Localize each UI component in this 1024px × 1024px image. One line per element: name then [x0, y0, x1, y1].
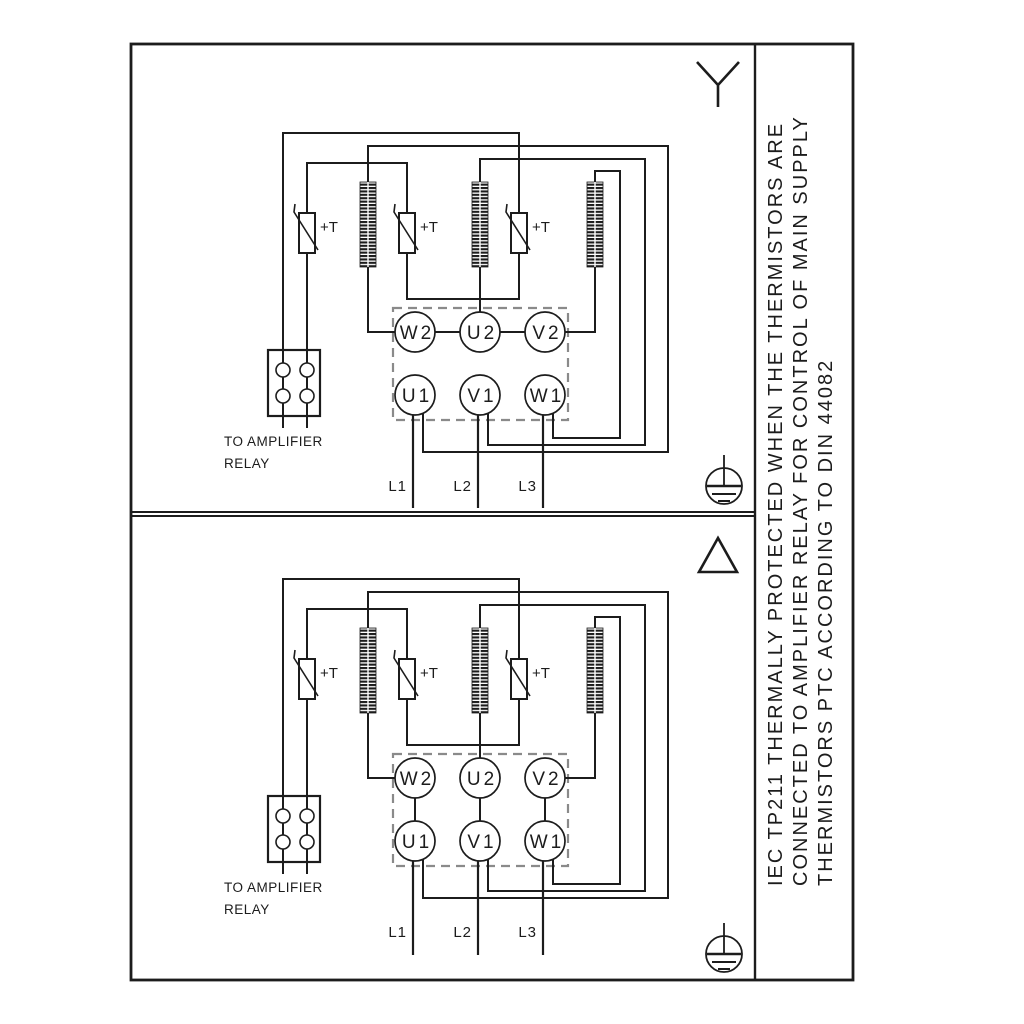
thermistor-label: +T: [320, 219, 338, 236]
terminal-row-top: [395, 312, 565, 352]
star-symbol-icon: [697, 62, 739, 107]
thermistor-label: +T: [320, 665, 338, 682]
supply-label-L2: L2: [453, 924, 472, 941]
supply-label-L1: L1: [388, 478, 407, 495]
terminal-V1: V1: [467, 386, 497, 407]
terminal-V2: V2: [532, 323, 562, 344]
relay-caption-line1: TO AMPLIFIER: [224, 434, 323, 449]
supply-label-L3: L3: [518, 924, 537, 941]
delta-symbol-icon: [699, 538, 737, 572]
side-note-line3: THERMISTORS PTC ACCORDING TO DIN 44082: [815, 358, 837, 886]
thermistor-label: +T: [420, 219, 438, 236]
terminal-W1: W1: [529, 386, 565, 407]
terminal-U1: U1: [401, 386, 433, 407]
motor-winding-1: [360, 628, 376, 713]
panel-star: [224, 62, 742, 508]
relay-caption-line1: TO AMPLIFIER: [224, 880, 323, 895]
side-note-line2: CONNECTED TO AMPLIFIER RELAY FOR CONTROL OF MAIN SUPPLY: [790, 115, 812, 886]
thermistor-label: +T: [532, 665, 550, 682]
side-note: [764, 74, 839, 886]
supply-label-L1: L1: [388, 924, 407, 941]
relay-terminal-block: [268, 348, 320, 428]
terminal-row-top: [395, 758, 565, 798]
panel-delta: [224, 538, 742, 972]
thermistor-label: +T: [420, 665, 438, 682]
terminal-V2: V2: [532, 769, 562, 790]
relay-caption-line2: RELAY: [224, 902, 270, 917]
motor-winding-3: [587, 628, 603, 713]
side-note-line1: IEC TP211 THERMALLY PROTECTED WHEN THE THERMISTORS ARE: [765, 121, 787, 886]
relay-caption-line2: RELAY: [224, 456, 270, 471]
supply-label-L2: L2: [453, 478, 472, 495]
terminal-W1: W1: [529, 832, 565, 853]
terminal-row-bottom: [395, 375, 565, 415]
ground-icon: [706, 923, 742, 972]
motor-winding-1: [360, 182, 376, 267]
relay-terminal-block: [268, 794, 320, 874]
terminal-U1: U1: [401, 832, 433, 853]
terminal-row-bottom: [395, 821, 565, 861]
delta-bridge-links: [415, 798, 545, 821]
terminal-W2: W2: [399, 323, 435, 344]
terminal-U2: U2: [466, 323, 498, 344]
terminal-W2: W2: [399, 769, 435, 790]
ground-icon: [706, 455, 742, 504]
terminal-U2: U2: [466, 769, 498, 790]
motor-winding-2: [472, 628, 488, 713]
supply-label-L3: L3: [518, 478, 537, 495]
thermistor-label: +T: [532, 219, 550, 236]
terminal-V1: V1: [467, 832, 497, 853]
motor-winding-2: [472, 182, 488, 267]
motor-winding-3: [587, 182, 603, 267]
